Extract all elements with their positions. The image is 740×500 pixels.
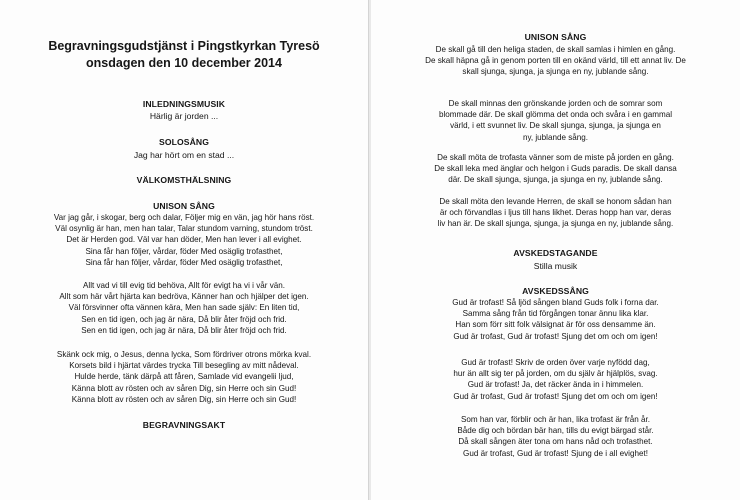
hymn-line: Sina får han följer, vårdar, föder Med osäglig trofasthet, [85, 246, 283, 256]
hymn-line: är och förvandlas i ljus till hans likhet. Deras hopp han var, deras [439, 208, 672, 218]
hymn-line: där. De skall sjunga, sjunga, ja sjunga en ny, jublande sång. [448, 175, 663, 185]
hymn-stanza [0, 212, 368, 268]
solo-text: Jag har hört om en stad ... [133, 150, 235, 160]
hymn-line: Väl försvinner ofta vännen kära, Men han sade själv: En liten tid, [68, 303, 300, 313]
hymn-line: Det är Herden god. Väl var han döder, Men han lever i all evighet. [66, 235, 302, 245]
hymn-line: Allt vad vi till evig tid behöva, Allt för evigt ha vi i vår vän. [83, 281, 285, 290]
hymn-line: värld, i ett svunnet liv. De skall sjunga, sjunga, ja sjunga en [450, 121, 661, 131]
solo-heading: SOLOSÅNG [159, 137, 209, 147]
hymn-line: Gud är trofast! Skriv de orden över varje nyfödd dag, [461, 358, 650, 367]
hymn-line: Gud är trofast! Så ljöd sången bland Guds folk i forna dar. [452, 298, 659, 307]
hymn-line: blommade där. De skall glömma det onda och svåra i en gammal [438, 110, 673, 120]
hymn-line: Hulde herde, tänk därpå att fåren, Samlade vid evangelii ljud, [74, 372, 294, 382]
burial-heading: BEGRAVNINGSAKT [142, 420, 226, 430]
hymn-stanza [371, 98, 740, 143]
hymn-stanza [371, 196, 740, 230]
hymn-line: De skall möta den levande Herren, de skall se honom sådan han [439, 197, 672, 206]
hymn-line: liv han är. De skall sjunga, sjunga, ja sjunga en ny, jublande sång. [437, 219, 674, 229]
farewell-heading: AVSKEDSTAGANDE [513, 248, 598, 258]
hymn-stanza [0, 349, 368, 405]
hymn-line: Sina får han följer, vårdar, föder Med osäglig trofasthet, [85, 257, 283, 267]
hymn-line: Gud är trofast! Ja, det räcker ända in i himmelen. [467, 380, 644, 390]
hymn-line: Gud är trofast, Gud är trofast! Sjung det om och om igen! [453, 331, 658, 341]
hymn-line: Var jag går, i skogar, berg och dalar, Följer mig en vän, jag hör hans röst. [53, 213, 315, 222]
hymn-line: Han som förr sitt folk välsignat är för oss densamme än. [455, 320, 656, 330]
program-title-line-2: onsdagen den 10 december 2014 [86, 56, 282, 70]
unison-heading: UNISON SÅNG [153, 201, 215, 211]
intro-text: Härlig är jorden ... [149, 111, 219, 121]
farewell-stanza [371, 357, 740, 402]
hymn-line: Känna blott av rösten och av såren Dig, sin Herre och sin Gud! [71, 394, 297, 404]
hymn-line: Då skall sången äter tona om hans nåd och trofasthet. [458, 437, 653, 447]
intro-heading: INLEDNINGSMUSIK [142, 99, 226, 109]
hymn-stanza [371, 152, 740, 186]
hymn-line: skall sjunga, sjunga, ja sjunga en ny, jublande sång. [462, 67, 649, 77]
farewell-stanza [371, 414, 740, 459]
hymn-line: Känna blott av rösten och av såren Dig, sin Herre och sin Gud! [71, 383, 297, 393]
farewell-song-heading: AVSKEDSSÅNG [522, 286, 589, 296]
left-page [0, 0, 369, 500]
hymn-line: Sen en tid igen, och jag är nära, Då blir åter fröjd och frid. [81, 314, 287, 324]
hymn-line: hur än allt sig ter på jorden, om du själv är hjälplös, svag. [453, 369, 658, 379]
hymn-line: Gud är trofast, Gud är trofast! Sjung de i all evighet! [463, 448, 648, 458]
farewell-text: Stilla musik [533, 261, 578, 271]
hymn-line: Sen en tid igen, och jag är nära, Då blir åter fröjd och frid. [81, 325, 287, 335]
hymn-line: Allt som här vårt hjärta kan bedröva, Känner han och hjälper det igen. [59, 292, 309, 302]
program-title-line-1: Begravningsgudstjänst i Pingstkyrkan Tyresö [48, 39, 320, 53]
hymn-stanza [0, 280, 368, 336]
hymn-line: De skall leka med änglar och helgon i Guds paradis. De skall dansa [434, 164, 677, 174]
hymn-line: Väl osynlig är han, men han talar, Talar stundom varning, stundom tröst. [55, 224, 313, 234]
hymn-line: Både dig och bördan bär han, tills du evigt bärgad står. [457, 426, 654, 436]
hymn-line: Korsets bild i hjärtat värdes trycka Till besegling av mitt nådeval. [69, 361, 299, 371]
hymn-line: De skall minnas den grönskande jorden och de somrar som [448, 99, 663, 108]
hymn-line: De skall möta de trofasta vänner som de miste på jorden en gång. [437, 153, 674, 162]
right-page [371, 0, 740, 500]
farewell-stanza [371, 297, 740, 342]
hymn-stanza [371, 44, 740, 78]
hymn-line: Skänk ock mig, o Jesus, denna lycka, Som fördriver otrons mörka kval. [56, 350, 312, 359]
hymn-line: ny, jublande sång. [522, 132, 589, 142]
hymn-line: De skall gå till den heliga staden, de skall samlas i himlen en gång. [435, 45, 676, 54]
welcome-heading: VÄLKOMSTHÄLSNING [136, 175, 232, 185]
unison-heading: UNISON SÅNG [524, 32, 587, 42]
hymn-line: De skall häpna gå in genom porten till en okänd värld, till ett annat liv. De [425, 56, 686, 66]
hymn-line: Samma sång från tid förgången tonar ännu lika klar. [462, 309, 649, 319]
hymn-line: Gud är trofast, Gud är trofast! Sjung det om och om igen! [453, 391, 658, 401]
hymn-line: Som han var, förblir och är han, lika trofast är från år. [461, 415, 650, 424]
